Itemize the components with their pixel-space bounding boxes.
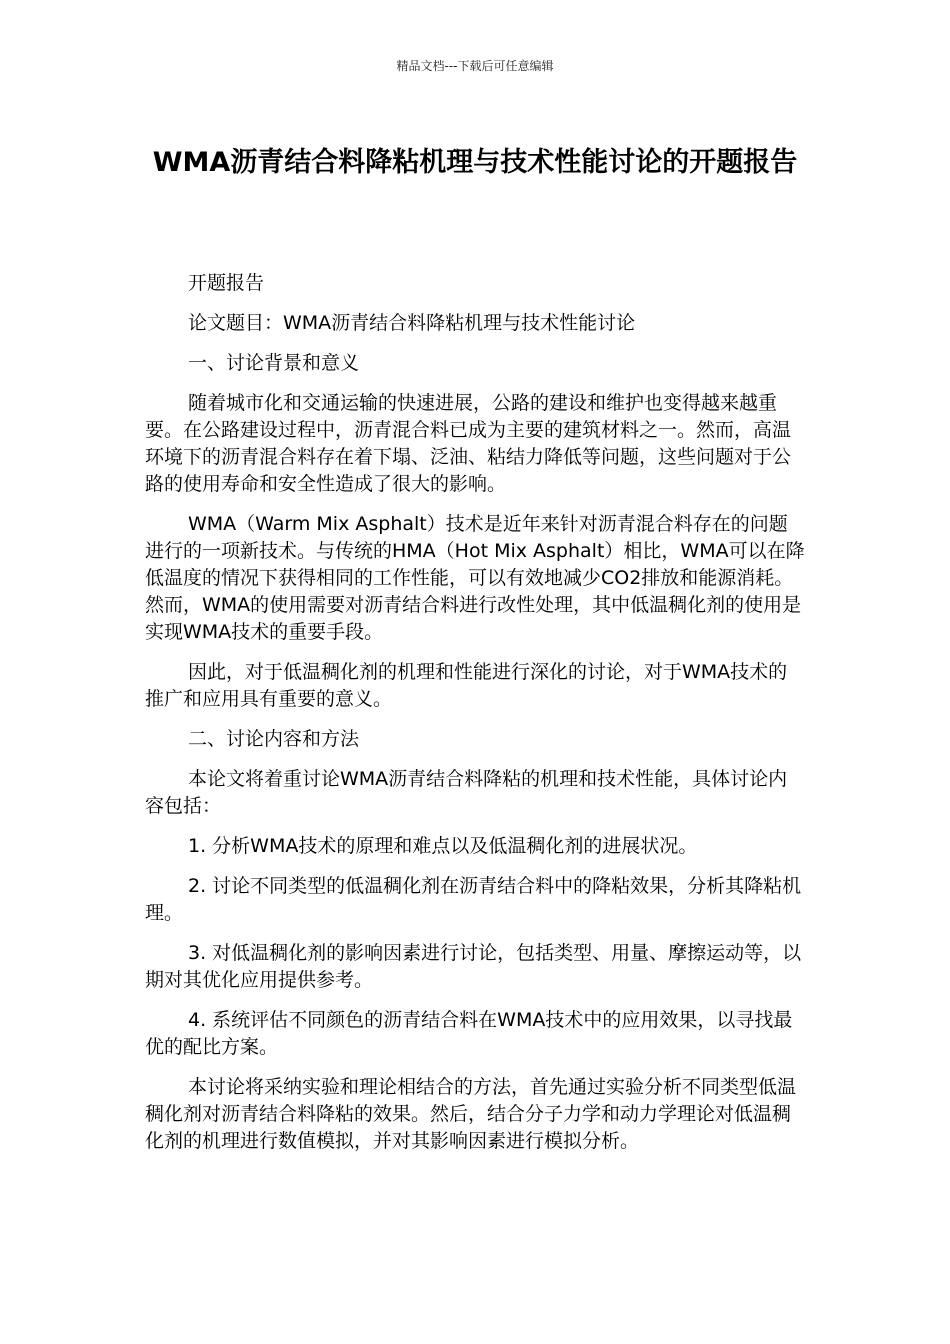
page-header: 精品文档---下载后可任意编辑 — [396, 59, 554, 73]
document-body — [145, 270, 805, 1168]
paragraph: 本论文将着重讨论WMA沥青结合料降粘的机理和技术性能，具体讨论内容包括： — [145, 768, 788, 817]
paragraph-thesis-title: 论文题目：WMA沥青结合料降粘机理与技术性能讨论 — [188, 312, 636, 334]
paragraph: WMA（Warm Mix Asphalt）技术是近年来针对沥青混合料存在的问题进行的一项新技术。与传统的HMA（Hot Mix Asphalt）相比，WMA可以在降低温度的情况下获得相同的工作性能，可以有效地减少CO2排放和能源消耗。然而，WMA的使用需要对沥青结合料进行改性处理，其中低温稠化剂的使用是实现WMA技术的重要手段。 — [145, 513, 805, 643]
paragraph: 本讨论将采纳实验和理论相结合的方法，首先通过实验分析不同类型低温稠化剂对沥青结合料降粘的效果。然后，结合分子力学和动力学理论对低温稠化剂的机理进行数值模拟，并对其影响因素进行模拟分析。 — [145, 1076, 797, 1152]
list-item: 4. 系统评估不同颜色的沥青结合料在WMA技术中的应用效果，以寻找最优的配比方案。 — [145, 1009, 793, 1058]
section-heading-background: 一、讨论背景和意义 — [188, 352, 360, 374]
list-item: 2. 讨论不同类型的低温稠化剂在沥青结合料中的降粘效果，分析其降粘机理。 — [145, 875, 802, 924]
paragraph: 随着城市化和交通运输的快速进展，公路的建设和维护也变得越来越重要。在公路建设过程中，沥青混合料已成为主要的建筑材料之一。然而，高温环境下的沥青混合料存在着下塌、泛油、粘结力降低等问题，这些问题对于公路的使用寿命和安全性造成了很大的影响。 — [145, 392, 792, 495]
section-heading-content-method: 二、讨论内容和方法 — [188, 728, 360, 750]
list-item: 1. 分析WMA技术的原理和难点以及低温稠化剂的进展状况。 — [188, 835, 698, 857]
document-title: WMA沥青结合料降粘机理与技术性能讨论的开题报告 — [152, 147, 798, 178]
paragraph: 因此，对于低温稠化剂的机理和性能进行深化的讨论，对于WMA技术的推广和应用具有重要的意义。 — [145, 661, 788, 710]
paragraph-report-label: 开题报告 — [188, 272, 265, 294]
list-item: 3. 对低温稠化剂的影响因素进行讨论，包括类型、用量、摩擦运动等，以期对其优化应用提供参考。 — [145, 942, 802, 991]
